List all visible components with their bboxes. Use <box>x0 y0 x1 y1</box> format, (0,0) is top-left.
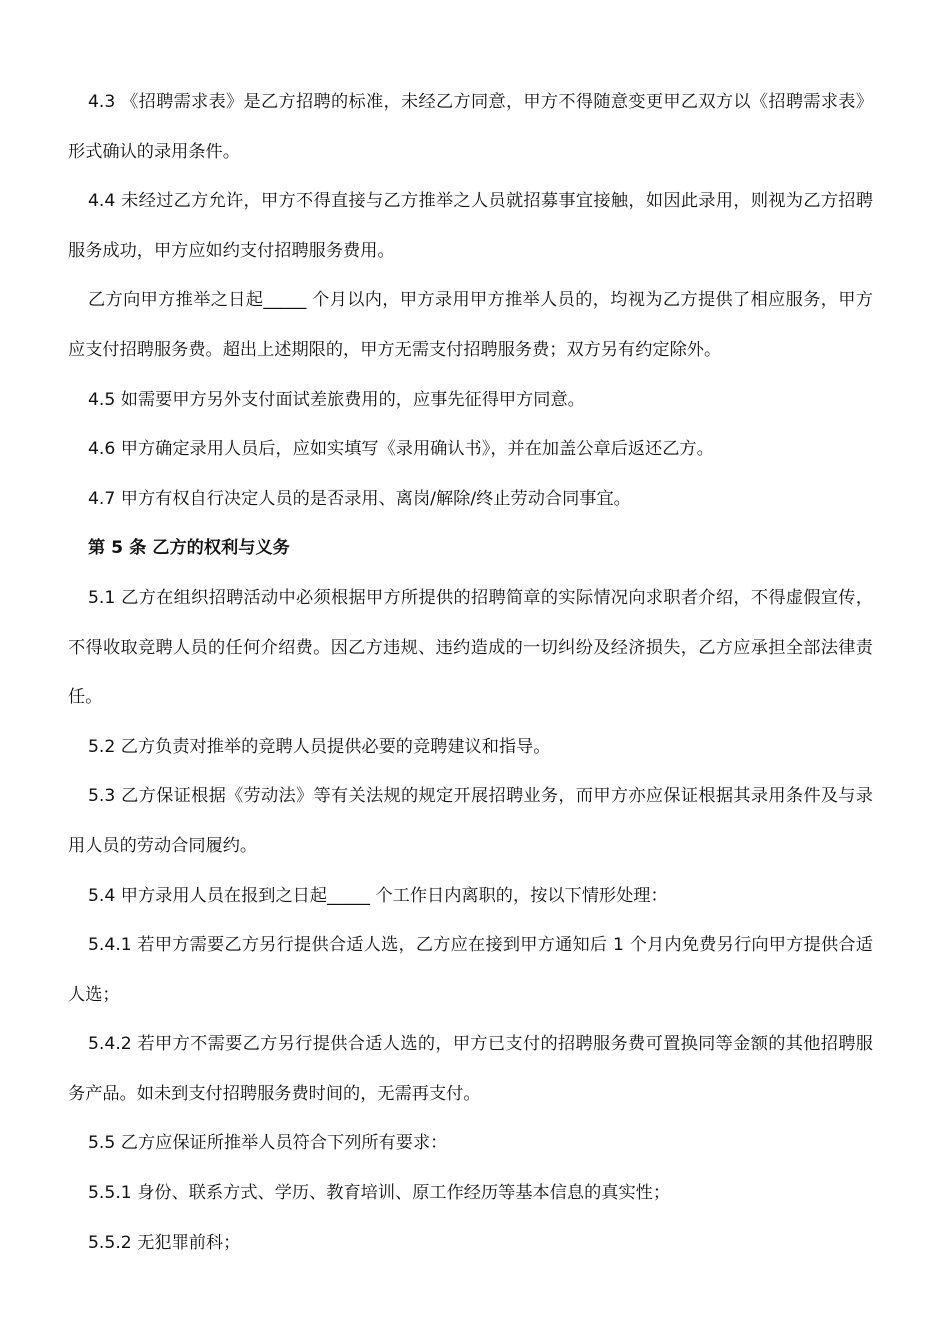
clause-4-4-supplement: 乙方向甲方推举之日起_____ 个月以内，甲方录用甲方推举人员的，均视为乙方提供了相应服务，甲方应支付招聘服务费。超出上述期限的，甲方无需支付招聘服务费；双方另有约定除外。 <box>68 290 873 360</box>
clause-5-4-1: 5.4.1 若甲方需要乙方另行提供合适人选，乙方应在接到甲方通知后 1 个月内免费另行向甲方提供合适人选； <box>68 935 873 1005</box>
clause-4-5: 4.5 如需要甲方另外支付面试差旅费用的，应事先征得甲方同意。 <box>88 389 585 410</box>
clause-5-4-2: 5.4.2 若甲方不需要乙方另行提供合适人选的，甲方已支付的招聘服务费可置换同等金额的其他招聘服务产品。如未到支付招聘服务费时间的，无需再支付。 <box>68 1034 873 1104</box>
clause-5-5: 5.5 乙方应保证所推举人员符合下列所有要求： <box>88 1133 448 1154</box>
document-body <box>68 78 873 1268</box>
clause-4-3: 4.3 《招聘需求表》是乙方招聘的标准，未经乙方同意，甲方不得随意变更甲乙双方以《招聘需求表》形式确认的录用条件。 <box>68 92 873 162</box>
clause-5-5-1: 5.5.1 身份、联系方式、学历、教育培训、原工作经历等基本信息的真实性； <box>88 1183 671 1204</box>
article-5-heading: 第 5 条 乙方的权利与义务 <box>88 538 290 559</box>
clause-4-6: 4.6 甲方确定录用人员后，应如实填写《录用确认书》，并在加盖公章后返还乙方。 <box>88 439 714 460</box>
clause-5-4: 5.4 甲方录用人员在报到之日起_____ 个工作日内离职的，按以下情形处理： <box>88 885 668 906</box>
clause-5-5-2: 5.5.2 无犯罪前科； <box>88 1232 241 1253</box>
clause-4-7: 4.7 甲方有权自行决定人员的是否录用、离岗/解除/终止劳动合同事宜。 <box>88 488 631 509</box>
clause-4-4: 4.4 未经过乙方允许，甲方不得直接与乙方推举之人员就招募事宜接触，如因此录用，则视为乙方招聘服务成功，甲方应如约支付招聘服务费用。 <box>68 191 873 261</box>
clause-5-2: 5.2 乙方负责对推举的竞聘人员提供必要的竞聘建议和指导。 <box>88 736 551 757</box>
clause-5-1: 5.1 乙方在组织招聘活动中必须根据甲方所提供的招聘简章的实际情况向求职者介绍，不得虚假宣传，不得收取竞聘人员的任何介绍费。因乙方违规、违约造成的一切纠纷及经济损失，乙方应承担全部法律责任。 <box>68 587 873 708</box>
clause-5-3: 5.3 乙方保证根据《劳动法》等有关法规的规定开展招聘业务，而甲方亦应保证根据其录用条件及与录用人员的劳动合同履约。 <box>68 786 873 856</box>
